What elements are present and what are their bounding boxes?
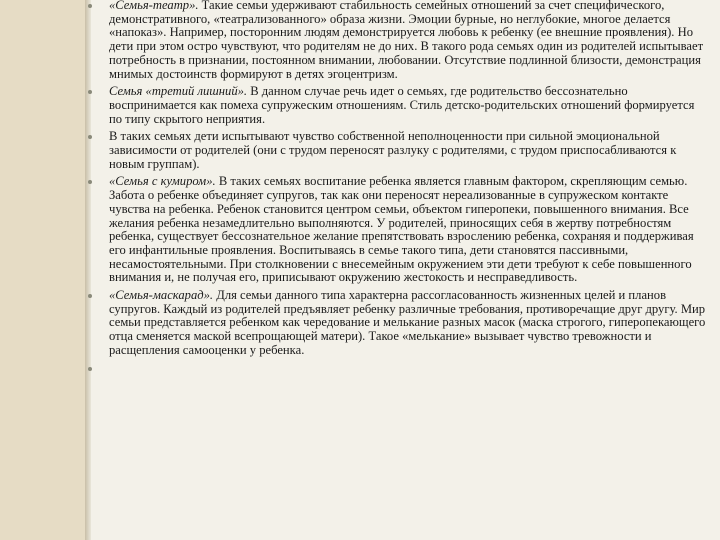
- item-text: В таких семьях воспитание ребенка является главным фактором, скрепляющим семью. Забота о ребенке объединяет супругов, так как они переносят нереализованные в супружеском контакте чувства на ребенка. Ребенок становится центром семьи, объектом гиперопеки, повышенного внимания. Все желания ребенка незамедлительно выполняются. У родителей, приносящих себя в жертву потребностям ребенка, существует бессознательное желание препятствовать взрослению ребенка, сохраняя и поддерживая его инфантильные проявления. Воспитываясь в семье такого типа, дети становятся пассивными, несамостоятельными. При столкновении с внесемейным окружением эти дети требуют к себе повышенного внимания и, не получая его, приписывают окружению жестокость и несправедливость.: [109, 174, 694, 285]
- item-title: Семья «третий лишний».: [109, 84, 248, 99]
- left-decorative-band: [0, 0, 85, 540]
- list-item-empty: [99, 362, 709, 376]
- item-text: Такие семьи удерживают стабильность семейных отношений за счет специфического, демонстративного, «театрализованного» образа жизни. Эмоции бурные, но неглубокие, многое делается «напоказ». Например, посторонним людям демонстрируется любовь к ребенку (ее внешние проявления). Но дети при этом остро чувствуют, что родителям не до них. В такого рода семьях один из родителей испытывает потребность в признании, постоянном внимании, любовании. Отсутствие подлинной близости, демонстрация мнимых достоинств формируют в детях эгоцентризм.: [109, 0, 704, 81]
- list-item: [99, 175, 709, 285]
- list-item: [99, 130, 709, 171]
- item-title: «Семья-театр».: [109, 0, 199, 12]
- bullet-icon: [88, 4, 92, 8]
- item-text: В таких семьях дети испытывают чувство собственной неполноценности при сильной эмоциональной зависимости от родителей (они с трудом переносят разлуку с родителями, с трудом приспосабливаются к новым группам).: [109, 129, 677, 171]
- list-item: [99, 85, 709, 126]
- list-item: [99, 0, 709, 81]
- item-title: «Семья с кумиром».: [109, 174, 216, 189]
- bullet-list: [99, 0, 709, 380]
- list-item: [99, 289, 709, 358]
- item-text: В данном случае речь идет о семьях, где родительство бессознательно воспринимается как помеха супружеским отношениям. Стиль детско-родительских отношений формируется по типу скрытого неприятия.: [109, 84, 695, 126]
- item-title: «Семья-маскарад».: [109, 288, 214, 303]
- item-text: Для семьи данного типа характерна рассогласованность жизненных целей и планов супругов. Каждый из родителей предъявляет ребенку различные требования, противоречащие друг другу. Мир семьи представляется ребенком как чередование и мелькание разных масок (маска строгого, гиперопекающего отца сменяется маской всепрощающей матери). Такое «мелькание» вызывает чувство тревожности и расщепления самооценки у ребенка.: [109, 288, 706, 357]
- bullet-icon: [88, 367, 92, 371]
